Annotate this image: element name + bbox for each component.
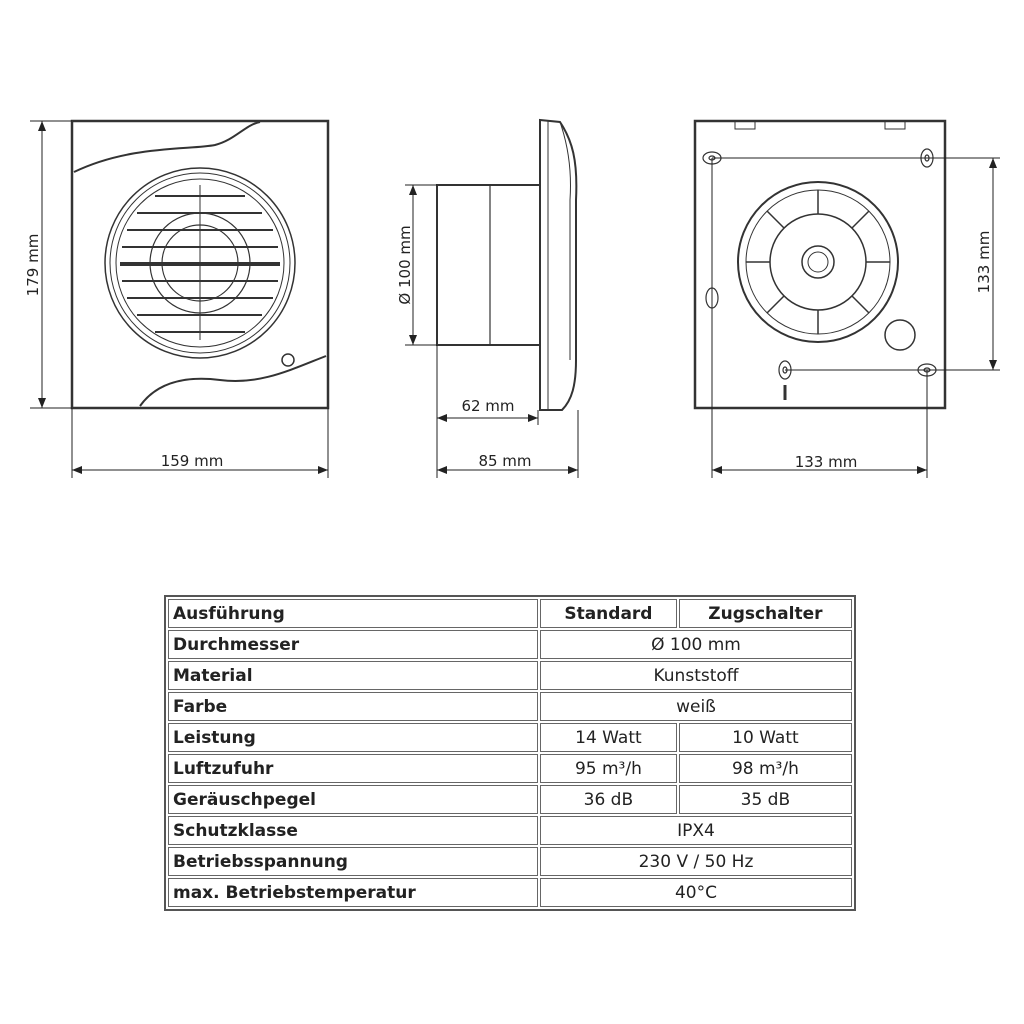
height-label: 179 mm bbox=[24, 233, 42, 297]
duct-length-label: 62 mm bbox=[461, 397, 515, 415]
row-value: Ø 100 mm bbox=[540, 630, 852, 659]
table-row bbox=[168, 754, 852, 783]
header-zugschalter: Zugschalter bbox=[679, 599, 852, 628]
table-row bbox=[168, 816, 852, 845]
row-zugschalter: 10 Watt bbox=[679, 723, 852, 752]
hole-vertical-label: 133 mm bbox=[975, 230, 993, 294]
row-zugschalter: 35 dB bbox=[679, 785, 852, 814]
front-dimensions bbox=[30, 121, 328, 478]
spec-table bbox=[164, 595, 856, 911]
row-label: Schutzklasse bbox=[168, 816, 538, 845]
table-header-row bbox=[168, 599, 852, 628]
table-row bbox=[168, 878, 852, 907]
row-zugschalter: 98 m³/h bbox=[679, 754, 852, 783]
header-label: Ausführung bbox=[168, 599, 538, 628]
table-row bbox=[168, 661, 852, 690]
side-dimensions bbox=[405, 185, 578, 478]
row-standard: 36 dB bbox=[540, 785, 677, 814]
side-view bbox=[437, 120, 576, 410]
front-view bbox=[72, 121, 328, 408]
row-label: Farbe bbox=[168, 692, 538, 721]
table-row bbox=[168, 785, 852, 814]
row-label: Geräuschpegel bbox=[168, 785, 538, 814]
hole-horizontal-label: 133 mm bbox=[794, 453, 858, 471]
row-label: Durchmesser bbox=[168, 630, 538, 659]
row-value: IPX4 bbox=[540, 816, 852, 845]
table-row bbox=[168, 692, 852, 721]
table-row bbox=[168, 847, 852, 876]
table-row bbox=[168, 723, 852, 752]
row-label: Leistung bbox=[168, 723, 538, 752]
row-standard: 95 m³/h bbox=[540, 754, 677, 783]
depth-label: 85 mm bbox=[478, 452, 532, 470]
row-value: 230 V / 50 Hz bbox=[540, 847, 852, 876]
row-label: Luftzufuhr bbox=[168, 754, 538, 783]
diameter-label: Ø 100 mm bbox=[396, 225, 414, 305]
row-value: weiß bbox=[540, 692, 852, 721]
back-dimensions bbox=[712, 158, 1000, 478]
row-label: max. Betriebstemperatur bbox=[168, 878, 538, 907]
row-value: 40°C bbox=[540, 878, 852, 907]
row-value: Kunststoff bbox=[540, 661, 852, 690]
row-label: Betriebsspannung bbox=[168, 847, 538, 876]
table-row bbox=[168, 630, 852, 659]
back-view bbox=[695, 121, 945, 408]
row-standard: 14 Watt bbox=[540, 723, 677, 752]
header-standard: Standard bbox=[540, 599, 677, 628]
row-label: Material bbox=[168, 661, 538, 690]
width-label: 159 mm bbox=[160, 452, 224, 470]
